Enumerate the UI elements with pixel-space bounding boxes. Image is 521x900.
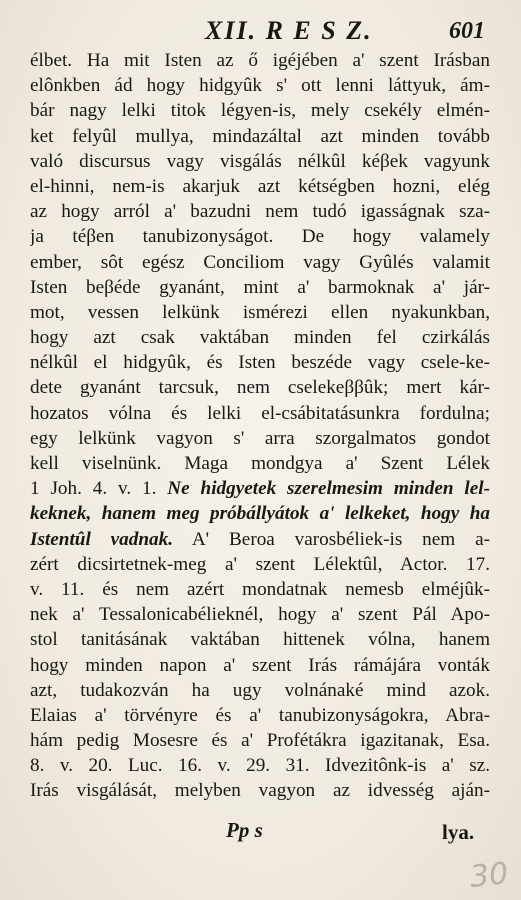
text-segment: mot, vessen lelkünk ismérezi ellen nyakunkban, <box>30 301 490 323</box>
text-line <box>30 48 490 73</box>
text-line <box>30 451 490 476</box>
text-segment: elônkben ád hogy hidgyûk s' ott lenni láttyuk, ám- <box>30 75 490 97</box>
text-segment: stol tanitásának vaktában hittenek vólna, hanem <box>30 629 490 651</box>
text-segment: el-hinni, nem-is akarjuk azt kétségben hozni, elég <box>30 175 490 197</box>
text-line <box>30 678 490 703</box>
italic-quote-segment: Ne hidgyetek szerelmesim minden lel- <box>167 478 490 500</box>
text-line <box>30 325 490 350</box>
body-text <box>30 48 490 804</box>
text-segment: hám pedig Mosesre és a' Profétákra igazitanak, Esa. <box>30 730 490 752</box>
text-line <box>30 350 490 375</box>
text-segment: hozatos vólna és lelki el-csábitatásunkra fordulna; <box>30 402 490 424</box>
page-number: 601 <box>449 18 485 44</box>
text-line <box>30 124 490 149</box>
text-line <box>30 375 490 400</box>
text-line <box>30 250 490 275</box>
text-segment: Isten beβéde gyanánt, mint a' barmoknak a' jár- <box>30 276 490 298</box>
text-segment: 1 Joh. 4. v. 1. <box>30 478 168 500</box>
text-line <box>30 627 490 652</box>
text-segment: hogy azt csak vaktában minden fel czirkálás <box>30 327 490 349</box>
text-segment: ember, sôt egész Conciliom vagy Gyûlés valamit <box>30 251 490 273</box>
text-segment: való discursus vagy visgálás nélkûl kéβek vagyunk <box>30 150 490 172</box>
signature-mark: Pp s <box>226 818 263 842</box>
text-segment: élbet. Ha mit Isten az ő igéjében a' szent Irásban <box>30 50 490 71</box>
text-segment: v. 11. és nem azért mondatnak nemesb elméjûk- <box>30 578 490 600</box>
text-segment: Elaias a' törvényre és a' tanubizonyságokra, Abra- <box>30 704 490 726</box>
text-line <box>30 778 490 803</box>
text-line <box>30 73 490 98</box>
text-line <box>30 300 490 325</box>
text-line <box>30 199 490 224</box>
text-line <box>30 703 490 728</box>
text-line <box>30 149 490 174</box>
text-segment: A' Beroa varosbéliek-is nem a- <box>173 528 490 550</box>
italic-quote-segment: keknek, hanem meg próbállyátok a' lelkeket, hogy ha <box>30 503 490 525</box>
text-segment: zért dicsirtetnek-meg a' szent Lélektûl, Actor. 17. <box>30 553 490 575</box>
page-header <box>0 14 521 46</box>
text-segment: nek a' Tessalonicabélieknél, hogy a' szent Pál Apo- <box>30 604 490 626</box>
text-segment: egy lelkünk vagyon s' arra szorgalmatos gondot <box>30 427 490 449</box>
text-segment: ket felyûl mullya, mindazáltal azt minden tovább <box>30 125 490 147</box>
text-line <box>30 401 490 426</box>
text-line <box>30 753 490 778</box>
text-line <box>30 98 490 123</box>
text-segment: az hogy arról a' bazudni nem tudó igasságnak sza- <box>30 201 490 223</box>
text-line <box>30 653 490 678</box>
catchword: lya. <box>442 820 475 844</box>
text-line <box>30 426 490 451</box>
text-segment: nélkûl el hidgyûk, és Isten beszéde vagy csele-ke- <box>30 352 490 374</box>
text-line <box>30 577 490 602</box>
italic-quote-segment: Istentûl vadnak. <box>30 528 174 550</box>
text-line <box>30 552 490 577</box>
text-line <box>30 728 490 753</box>
text-line <box>30 224 490 249</box>
text-segment: kell viselnünk. Maga mondgya a' Szent Lélek <box>30 453 490 474</box>
text-segment: bár nagy lelki titok légyen-is, mely csekély elmén- <box>30 100 490 122</box>
text-line <box>30 501 490 526</box>
pencil-annotation: 30 <box>468 856 510 895</box>
text-segment: Irás visgálását, melyben vagyon az idvesség aján- <box>30 780 490 802</box>
text-segment: dete gyanánt tarcsuk, nem cselekeββûk; mert kár- <box>30 377 490 399</box>
text-line <box>30 527 490 552</box>
page-footer <box>0 818 521 848</box>
text-segment: 8. v. 20. Luc. 16. v. 29. 31. Idvezitônk-is a' sz. <box>30 755 490 777</box>
text-line <box>30 476 490 501</box>
text-line <box>30 275 490 300</box>
text-segment: ja téβen tanubizonyságot. De hogy valamely <box>30 226 490 248</box>
text-segment: azt, tudakozván ha ugy volnánaké mind azok. <box>30 679 490 701</box>
running-head: XII. R E S Z. <box>205 16 373 45</box>
text-line <box>30 174 490 199</box>
text-line <box>30 602 490 627</box>
text-segment: hogy minden napon a' szent Irás rámájára vonták <box>30 654 490 676</box>
